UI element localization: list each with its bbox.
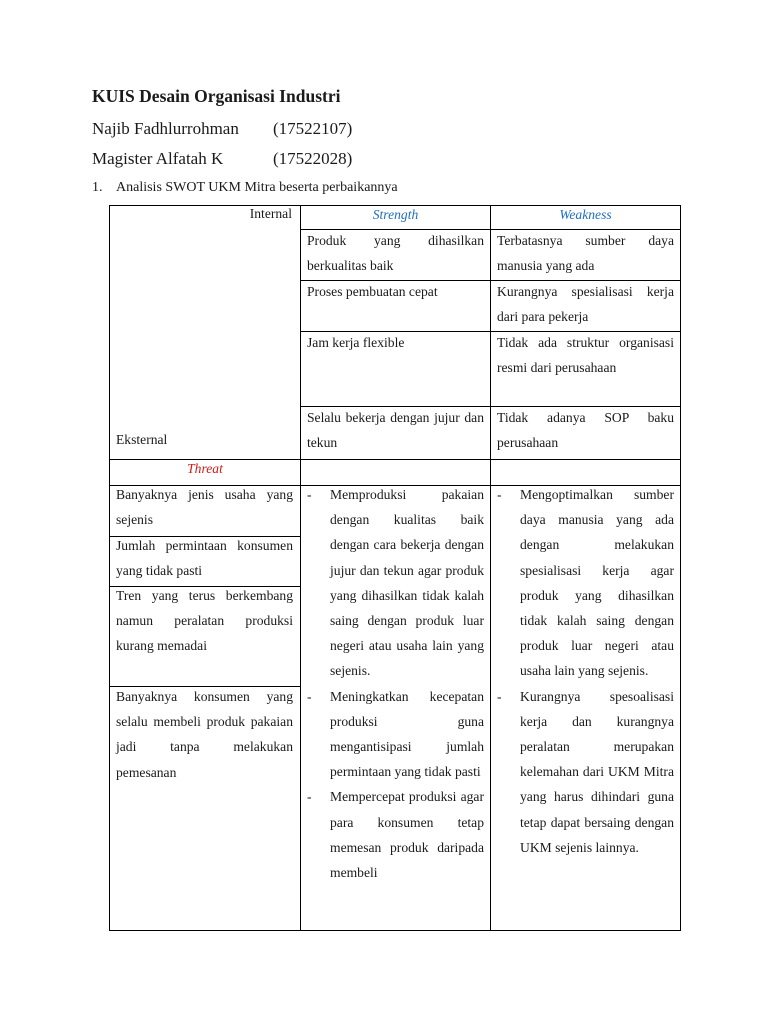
threat-item: Tren yang terus berkembang namun peralatan produksi kurang memadai: [116, 588, 293, 654]
bullet-dash: -: [497, 487, 502, 502]
eksternal-label: Eksternal: [116, 432, 168, 447]
weakness-item: Kurangnya spesialisasi kerja dari para pekerja: [497, 284, 674, 325]
bullet-dash: -: [307, 487, 312, 502]
table-border: [680, 205, 681, 931]
weakness-item: Terbatasnya sumber daya manusia yang ada: [497, 233, 674, 274]
author-name: Najib Fadhlurrohman: [92, 119, 239, 138]
wt-strategy-item: [497, 684, 674, 860]
list-text: Analisis SWOT UKM Mitra beserta perbaikannya: [116, 180, 398, 195]
st-strategy-item: [307, 684, 484, 785]
author-name: Magister Alfatah K: [92, 149, 224, 168]
table-border: [109, 205, 110, 931]
wt-strategy-text: Kurangnya spesoalisasi kerja dan kurangnya peralatan merupakan kelemahan dari UKM Mitra yang harus dihindari guna tetap dapat bersaing dengan UKM sejenis lainnya.: [520, 688, 674, 855]
st-strategy-text: Mempercepat produksi agar para konsumen tetap memesan produk daripada membeli: [330, 789, 484, 881]
weakness-item: Tidak ada struktur organisasi resmi dari perusahaan: [497, 335, 674, 376]
author-id: (17522107): [273, 119, 353, 138]
strength-item: Proses pembuatan cepat: [307, 284, 438, 299]
strength-item: Produk yang dihasilkan berkualitas baik: [307, 233, 484, 274]
author-row: [92, 119, 353, 139]
wt-strategy-cell: [497, 482, 674, 930]
st-strategy-item: [307, 482, 484, 684]
list-number: 1.: [92, 180, 103, 195]
weakness-item: Tidak adanya SOP baku perusahaan: [497, 410, 674, 451]
threat-item: Banyaknya jenis usaha yang sejenis: [116, 487, 293, 528]
st-strategy-item: [307, 784, 484, 885]
bullet-dash: -: [497, 688, 502, 704]
wt-strategy-text: Mengoptimalkan sumber daya manusia yang ada dengan melakukan spesialisasi kerja agar produk yang dihasilkan tidak kalah saing dengan produk luar negeri atau usaha lain yang sejenis.: [520, 487, 674, 679]
bullet-dash: -: [307, 789, 312, 805]
weakness-header: Weakness: [559, 207, 612, 222]
document-title: KUIS Desain Organisasi Industri: [92, 86, 341, 106]
author-id: (17522028): [273, 149, 353, 168]
st-strategy-cell: [307, 482, 484, 930]
strength-item: Selalu bekerja dengan jujur dan tekun: [307, 410, 484, 451]
strength-item: Jam kerja flexible: [307, 335, 405, 350]
threat-item: Jumlah permintaan konsumen yang tidak pasti: [116, 538, 293, 579]
internal-label: Internal: [249, 206, 292, 221]
table-border: [490, 205, 491, 931]
table-border: [300, 205, 301, 931]
strength-header: Strength: [372, 207, 419, 222]
st-strategy-text: Meningkatkan kecepatan produksi guna mengantisipasi jumlah permintaan yang tidak pasti: [330, 688, 484, 780]
author-row: [92, 149, 353, 169]
wt-strategy-item: [497, 482, 674, 684]
table-border: [109, 930, 681, 931]
bullet-dash: -: [307, 688, 312, 704]
st-strategy-text: Memproduksi pakaian dengan kualitas baik dengan cara bekerja dengan jujur dan tekun agar produk yang dihasilkan tidak kalah saing dengan produk luar negeri atau usaha lain yang sejenis.: [330, 487, 484, 679]
threat-item: Banyaknya konsumen yang selalu membeli produk pakaian jadi tanpa melakukan pemesanan: [116, 689, 293, 780]
list-item-heading: [92, 180, 398, 196]
threat-header: Threat: [187, 461, 223, 476]
